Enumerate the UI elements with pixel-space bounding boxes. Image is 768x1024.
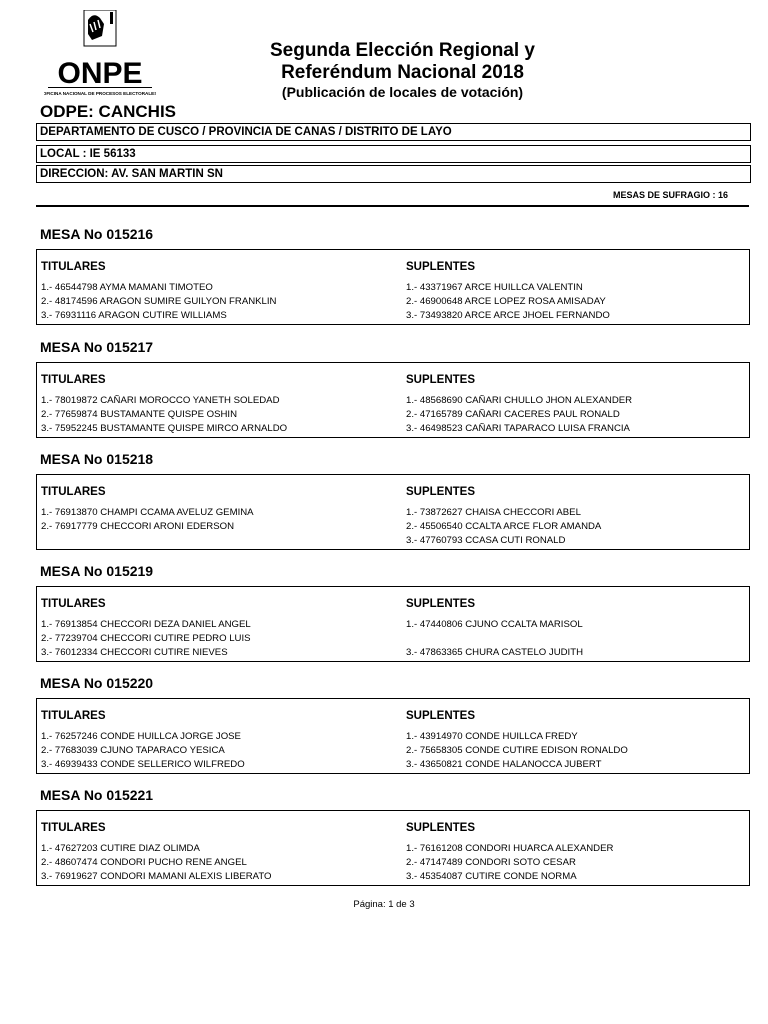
titular-row: 1.- 76913854 CHECCORI DEZA DANIEL ANGEL bbox=[41, 619, 251, 630]
titular-row: 2.- 48174596 ARAGON SUMIRE GUILYON FRANKLIN bbox=[41, 296, 277, 307]
suplente-row: 1.- 47440806 CJUNO CCALTA MARISOL bbox=[406, 619, 583, 630]
suplentes-header: SUPLENTES bbox=[406, 261, 476, 273]
titular-row bbox=[41, 534, 401, 548]
titular-row: 3.- 76919627 CONDORI MAMANI ALEXIS LIBERATO bbox=[41, 871, 272, 882]
suplente-row: 2.- 47165789 CAÑARI CACERES PAUL RONALD bbox=[406, 409, 620, 420]
titulares-column bbox=[41, 699, 401, 772]
titulares-column bbox=[41, 587, 401, 660]
mesa-title: MESA No 015217 bbox=[40, 339, 154, 355]
mesa-box bbox=[36, 586, 750, 662]
suplente-row: 1.- 43371967 ARCE HUILLCA VALENTIN bbox=[406, 282, 583, 293]
mesas-count: MESAS DE SUFRAGIO : 16 bbox=[612, 190, 728, 200]
mesa-title: MESA No 015221 bbox=[40, 787, 154, 803]
mesa-box bbox=[36, 362, 750, 438]
onpe-logo-graphic bbox=[44, 10, 156, 98]
titular-row: 1.- 76913870 CHAMPI CCAMA AVELUZ GEMINA bbox=[41, 507, 254, 518]
titular-row: 2.- 77239704 CHECCORI CUTIRE PEDRO LUIS bbox=[41, 633, 251, 644]
titular-row: 2.- 77683039 CJUNO TAPARACO YESICA bbox=[41, 745, 225, 756]
titular-row: 3.- 76012334 CHECCORI CUTIRE NIEVES bbox=[41, 647, 228, 658]
mesa-box bbox=[36, 249, 750, 325]
subtitle: (Publicación de locales de votación) bbox=[281, 84, 524, 100]
suplente-row: 1.- 76161208 CONDORI HUARCA ALEXANDER bbox=[406, 843, 614, 854]
titulares-header: TITULARES bbox=[41, 710, 106, 722]
suplente-row: 3.- 73493820 ARCE ARCE JHOEL FERNANDO bbox=[406, 310, 610, 321]
title-line-2: Referéndum Nacional 2018 bbox=[281, 62, 524, 83]
titulares-header: TITULARES bbox=[41, 374, 106, 386]
mesa-box bbox=[36, 698, 750, 774]
odpe-heading: ODPE: CANCHIS bbox=[40, 102, 177, 121]
header-rule bbox=[36, 205, 749, 207]
suplente-row bbox=[406, 632, 746, 646]
suplente-row: 1.- 43914970 CONDE HUILLCA FREDY bbox=[406, 731, 578, 742]
location-box: DEPARTAMENTO DE CUSCO / PROVINCIA DE CANAS / DISTRITO DE LAYO bbox=[36, 123, 751, 141]
titulares-column bbox=[41, 363, 401, 436]
mesa-box bbox=[36, 810, 750, 886]
suplentes-column bbox=[406, 587, 746, 660]
mesa-title: MESA No 015216 bbox=[40, 226, 154, 242]
mesa-box bbox=[36, 474, 750, 550]
onpe-logo bbox=[44, 10, 156, 98]
suplente-row: 2.- 75658305 CONDE CUTIRE EDISON RONALDO bbox=[406, 745, 628, 756]
suplentes-column bbox=[406, 363, 746, 436]
mesa-title: MESA No 015218 bbox=[40, 451, 154, 467]
titular-row: 1.- 76257246 CONDE HUILLCA JORGE JOSE bbox=[41, 731, 241, 742]
titulares-header: TITULARES bbox=[41, 598, 106, 610]
suplentes-header: SUPLENTES bbox=[406, 822, 476, 834]
suplente-row: 1.- 48568690 CAÑARI CHULLO JHON ALEXANDER bbox=[406, 395, 633, 406]
titulares-header: TITULARES bbox=[41, 261, 106, 273]
suplentes-header: SUPLENTES bbox=[406, 598, 476, 610]
suplente-row: 3.- 47863365 CHURA CASTELO JUDITH bbox=[406, 647, 584, 658]
titulares-header: TITULARES bbox=[41, 486, 106, 498]
suplente-row: 3.- 47760793 CCASA CUTI RONALD bbox=[406, 535, 566, 546]
titular-row: 3.- 76931116 ARAGON CUTIRE WILLIAMS bbox=[41, 310, 227, 321]
suplente-row: 2.- 46900648 ARCE LOPEZ ROSA AMISADAY bbox=[406, 296, 606, 307]
mesa-block bbox=[36, 336, 750, 438]
suplentes-column bbox=[406, 811, 746, 884]
suplente-row: 2.- 47147489 CONDORI SOTO CESAR bbox=[406, 857, 576, 868]
suplentes-column bbox=[406, 475, 746, 548]
suplente-row: 1.- 73872627 CHAISA CHECCORI ABEL bbox=[406, 507, 581, 518]
local-box: LOCAL : IE 56133 bbox=[36, 145, 751, 163]
titular-row: 1.- 46544798 AYMA MAMANI TIMOTEO bbox=[41, 282, 213, 293]
mesa-block bbox=[36, 448, 750, 550]
logo-subtext: OFICINA NACIONAL DE PROCESOS ELECTORALES bbox=[44, 91, 156, 96]
suplente-row: 2.- 45506540 CCALTA ARCE FLOR AMANDA bbox=[406, 521, 602, 532]
logo-text: ONPE bbox=[57, 57, 143, 90]
titulares-header: TITULARES bbox=[41, 822, 106, 834]
suplente-row: 3.- 43650821 CONDE HALANOCCA JUBERT bbox=[406, 759, 602, 770]
suplentes-header: SUPLENTES bbox=[406, 486, 476, 498]
page-number: Página: 1 de 3 bbox=[353, 899, 415, 910]
titulares-column bbox=[41, 475, 401, 548]
mesa-block bbox=[36, 672, 750, 774]
titular-row: 3.- 46939433 CONDE SELLERICO WILFREDO bbox=[41, 759, 245, 770]
suplente-row: 3.- 45354087 CUTIRE CONDE NORMA bbox=[406, 871, 577, 882]
suplentes-column bbox=[406, 699, 746, 772]
titular-row: 2.- 76917779 CHECCORI ARONI EDERSON bbox=[41, 521, 235, 532]
titulares-column bbox=[41, 250, 401, 323]
mesa-block bbox=[36, 560, 750, 662]
suplentes-column bbox=[406, 250, 746, 323]
suplentes-header: SUPLENTES bbox=[406, 710, 476, 722]
suplentes-header: SUPLENTES bbox=[406, 374, 476, 386]
titular-row: 1.- 78019872 CAÑARI MOROCCO YANETH SOLEDAD bbox=[41, 395, 280, 406]
titulares-column bbox=[41, 811, 401, 884]
mesa-block bbox=[36, 223, 750, 325]
direccion-box: DIRECCION: AV. SAN MARTIN SN bbox=[36, 165, 751, 183]
titular-row: 1.- 47627203 CUTIRE DIAZ OLIMDA bbox=[41, 843, 200, 854]
titular-row: 2.- 48607474 CONDORI PUCHO RENE ANGEL bbox=[41, 857, 247, 868]
titular-row: 2.- 77659874 BUSTAMANTE QUISPE OSHIN bbox=[41, 409, 238, 420]
titular-row: 3.- 75952245 BUSTAMANTE QUISPE MIRCO ARNALDO bbox=[41, 423, 288, 434]
title-line-1: Segunda Elección Regional y bbox=[269, 40, 535, 61]
suplente-row: 3.- 46498523 CAÑARI TAPARACO LUISA FRANCIA bbox=[406, 423, 630, 434]
mesa-title: MESA No 015219 bbox=[40, 563, 154, 579]
mesa-block bbox=[36, 784, 750, 886]
mesa-title: MESA No 015220 bbox=[40, 675, 154, 691]
